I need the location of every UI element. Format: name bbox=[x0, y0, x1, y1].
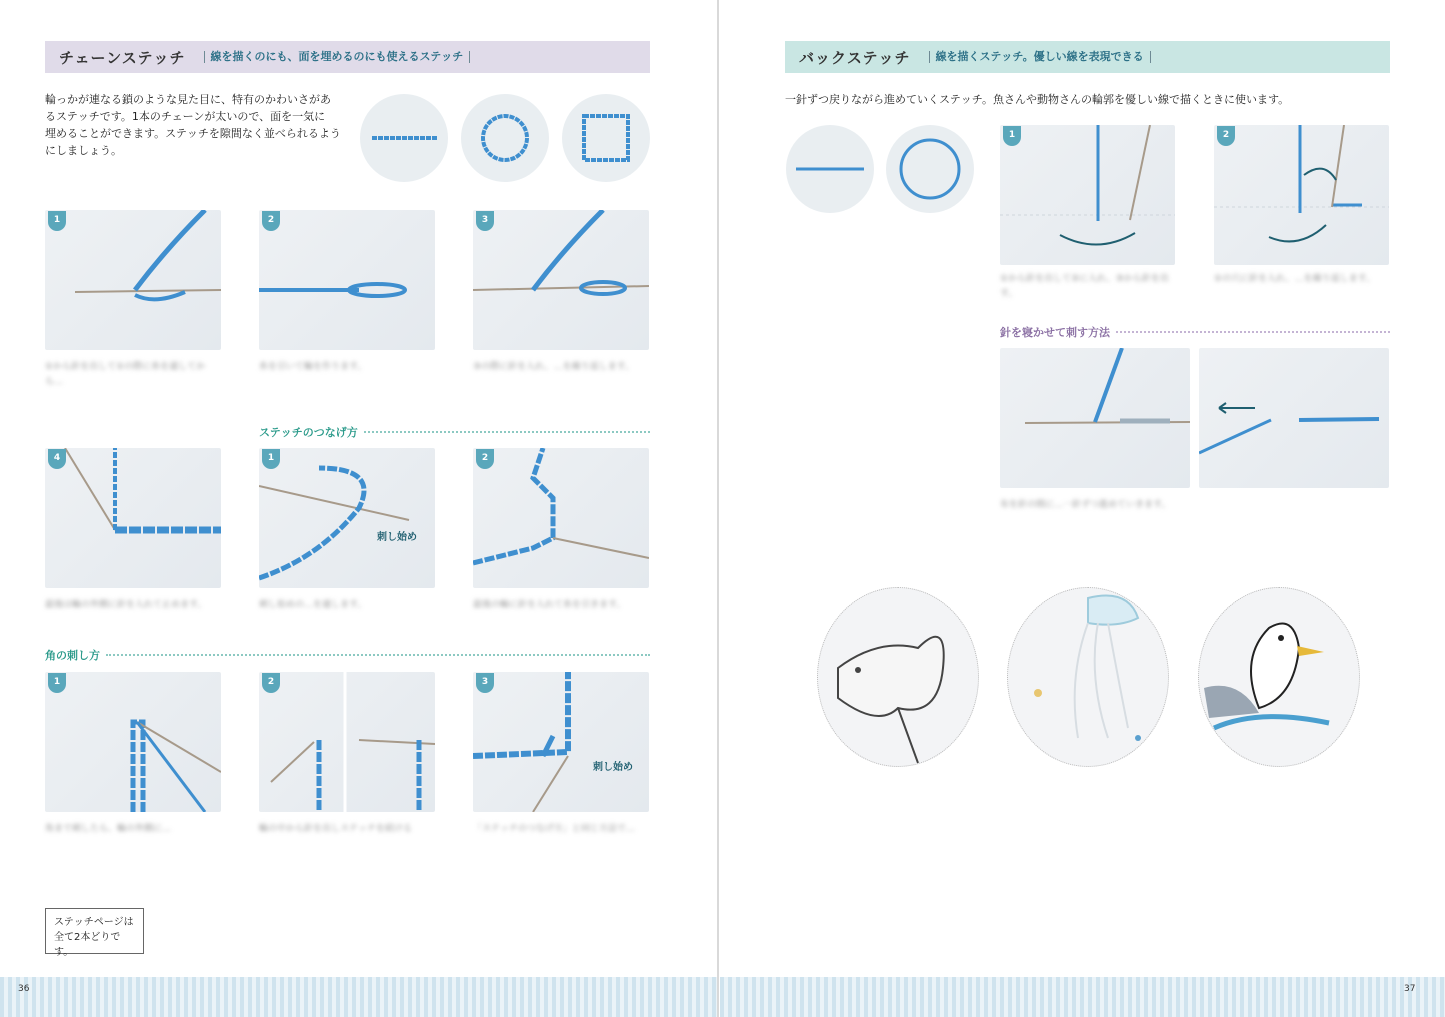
footer-stripe bbox=[0, 977, 718, 1017]
step-caption: 「ステッチのつなげ方」と同じ方法で… bbox=[473, 824, 635, 834]
needle-caption: 布を針の間に…一針ずつ進めていきます。 bbox=[1000, 500, 1171, 510]
step-badge: 1 bbox=[262, 449, 280, 469]
needle-heading: 針を寝かせて刺す方法 bbox=[1000, 324, 1390, 340]
step-caption: 糸を引いて輪を作ります。 bbox=[259, 362, 367, 372]
step-photo bbox=[1000, 125, 1175, 265]
step-badge: 2 bbox=[262, 673, 280, 693]
step-photo bbox=[45, 672, 221, 812]
step-photo bbox=[259, 210, 435, 350]
step-photo bbox=[259, 448, 435, 588]
intro-text: 輪っかが連なる鎖のような見た目に、特有のかわいさがあ るステッチです。1本のチェーンが太いので、面を一気に 埋めることができます。ステッチを隙間なく並べられるよう にしましょう。 bbox=[45, 93, 341, 157]
stingray-embroidery-photo bbox=[817, 587, 979, 767]
jellyfish-embroidery-photo bbox=[1007, 587, 1169, 767]
step-caption: 刺し始めの…を通します。 bbox=[259, 600, 367, 610]
page-number: 36 bbox=[18, 984, 30, 994]
step-badge: 2 bbox=[476, 449, 494, 469]
step-photo bbox=[45, 448, 221, 588]
step-caption: ①から針を出して①の際に糸を通してから… bbox=[45, 362, 206, 387]
step-caption: 最後は輪の外側に針を入れて止めます。 bbox=[45, 600, 207, 610]
gutter bbox=[717, 0, 719, 1017]
step-photo bbox=[259, 672, 435, 812]
step-photo bbox=[473, 448, 649, 588]
banner-title: バックステッチ bbox=[799, 48, 911, 67]
step-caption: 輪の中から針を出しステッチを続ける bbox=[259, 824, 412, 834]
corner-heading: 角の刺し方 bbox=[45, 647, 650, 663]
step-caption: ③の際に針を入れ、…を繰り返します。 bbox=[473, 362, 634, 372]
step-caption: ①から針を出して②に入れ、③から針を出す。 bbox=[1000, 274, 1169, 299]
step-caption: ①の穴に針を入れ、…を繰り返します。 bbox=[1214, 274, 1375, 284]
needle-photo bbox=[1199, 348, 1389, 488]
right-page bbox=[720, 0, 1445, 1017]
step-badge: 2 bbox=[1217, 126, 1235, 146]
step-badge: 1 bbox=[48, 673, 66, 693]
connect-heading: ステッチのつなげ方 bbox=[259, 424, 650, 440]
start-tag: 刺し始め bbox=[593, 762, 633, 773]
step-caption: 最後の輪に針を入れて糸を引きます。 bbox=[473, 600, 626, 610]
step-caption: 角まで刺したら、輪の外側に… bbox=[45, 824, 172, 834]
footer-stripe bbox=[720, 977, 1445, 1017]
left-page bbox=[0, 0, 718, 1017]
back-stitch-banner bbox=[785, 41, 1390, 73]
step-photo bbox=[45, 210, 221, 350]
sample-ring-circle bbox=[886, 125, 974, 213]
start-tag: 刺し始め bbox=[377, 532, 417, 543]
step-badge: 1 bbox=[48, 211, 66, 231]
needle-photo bbox=[1000, 348, 1190, 488]
banner-subtitle: 線を描くステッチ。優しい線を表現できる bbox=[929, 51, 1151, 63]
sample-line-circle bbox=[786, 125, 874, 213]
banner-title: チェーンステッチ bbox=[59, 48, 186, 67]
step-badge: 1 bbox=[1003, 126, 1021, 146]
sample-ring-circle bbox=[461, 94, 549, 182]
sample-line-circle bbox=[360, 94, 448, 182]
step-photo bbox=[473, 210, 649, 350]
page-number: 37 bbox=[1404, 984, 1416, 994]
step-badge: 4 bbox=[48, 449, 66, 469]
step-badge: 3 bbox=[476, 211, 494, 231]
seagull-embroidery-photo bbox=[1198, 587, 1360, 767]
step-photo bbox=[1214, 125, 1389, 265]
chain-stitch-banner bbox=[45, 41, 650, 73]
step-photo bbox=[473, 672, 649, 812]
step-badge: 3 bbox=[476, 673, 494, 693]
sample-square-circle bbox=[562, 94, 650, 182]
banner-subtitle: 線を描くのにも、面を埋めるのにも使えるステッチ bbox=[204, 51, 471, 63]
intro-text: 一針ずつ戻りながら進めていくステッチ。魚さんや動物さんの輪郭を優しい線で描くときに使います。 bbox=[785, 93, 1290, 106]
note-box: ステッチページは 全て2本どりです。 bbox=[45, 908, 144, 954]
step-badge: 2 bbox=[262, 211, 280, 231]
